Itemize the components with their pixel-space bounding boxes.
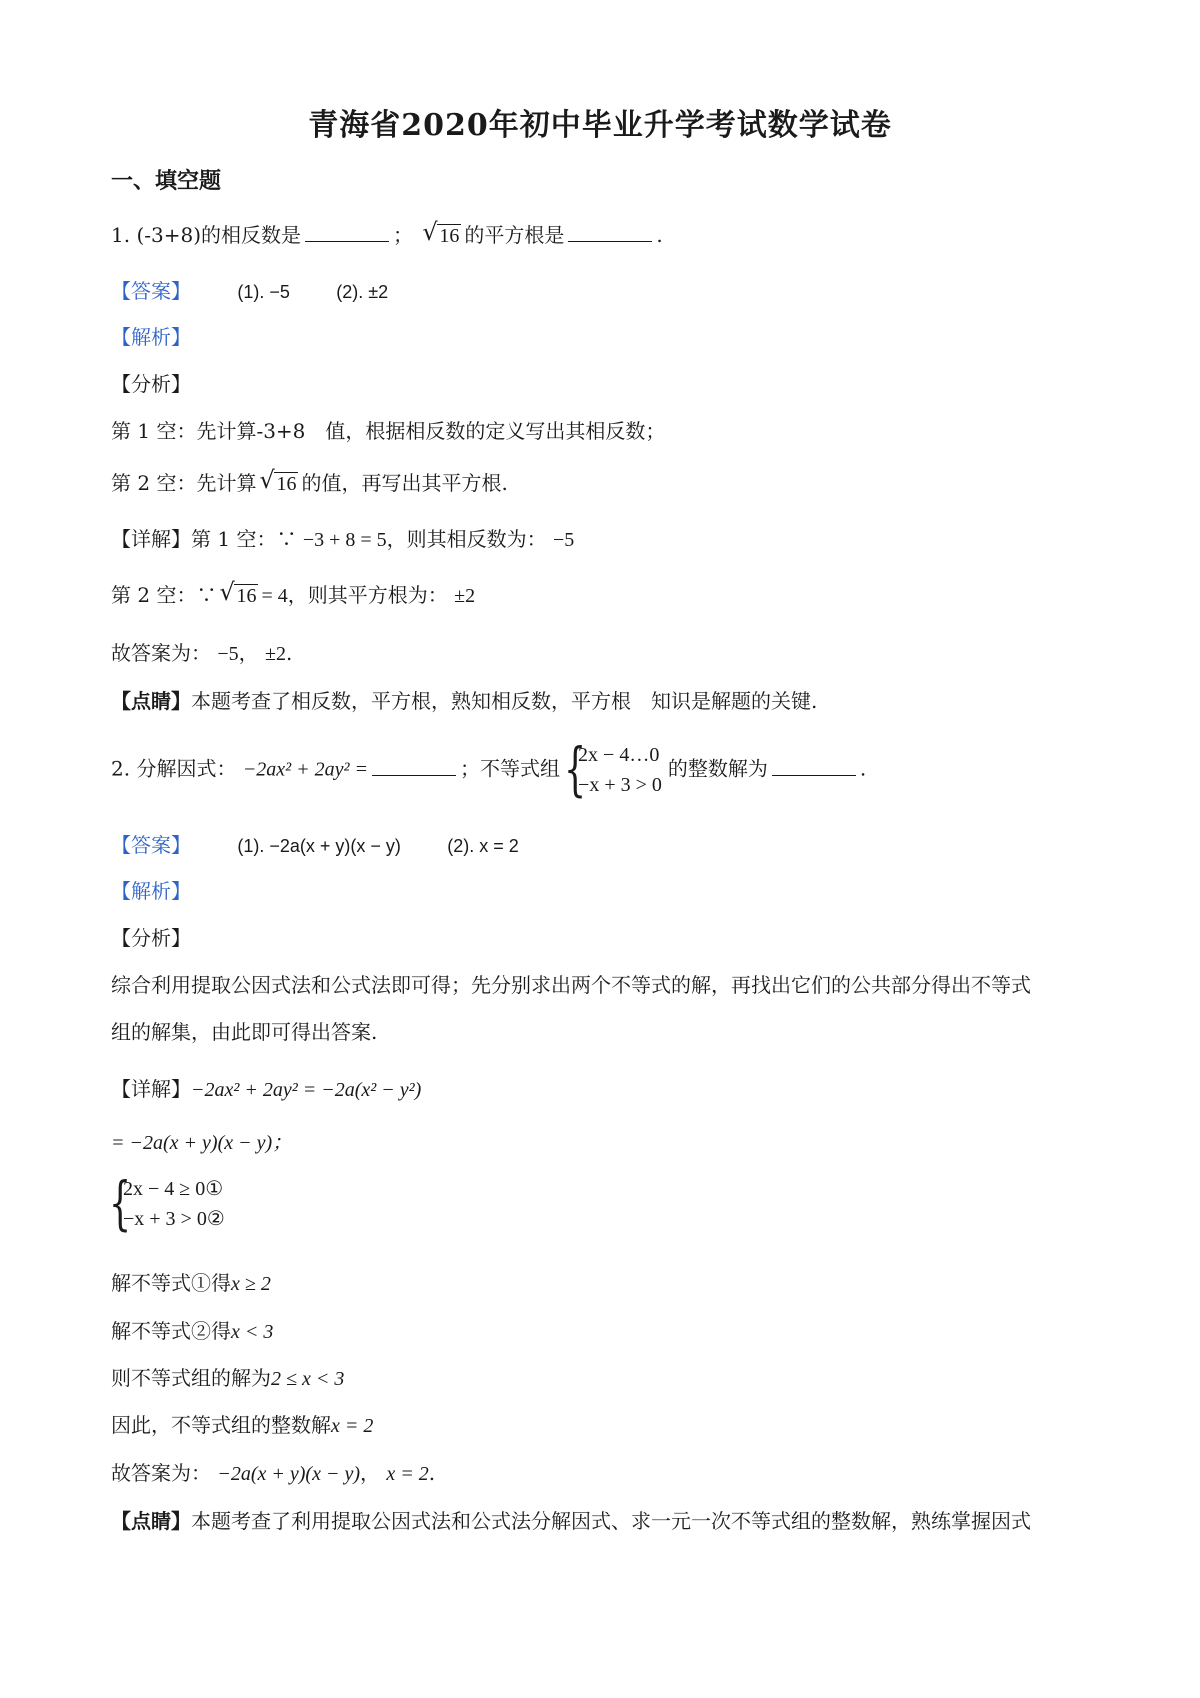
analysis-tag: 【解析】 xyxy=(111,879,191,903)
inequality-system-numbered: { 2x − 4 ≥ 0① −x + 3 > 0② xyxy=(109,1169,225,1237)
sqrt-expression: √ 16 xyxy=(259,466,297,495)
radical-sign: √ xyxy=(422,218,438,246)
question-1-fenxi-line-1: 第 1 空：先计算-3+8 值，根据相反数的定义写出其相反数； xyxy=(111,419,666,443)
analysis-tag: 【解析】 xyxy=(111,325,191,349)
solve-step-2: 解不等式②得x < 3 xyxy=(111,1319,274,1343)
question-2-result: 故答案为： −2a(x + y)(x − y)， x = 2. xyxy=(111,1461,436,1485)
sqrt-expression: √ 16 xyxy=(422,218,460,247)
question-1-detail-line-2: 第 2 空：∵ √ 16 = 4，则其平方根为： ±2 xyxy=(111,578,476,607)
answer-blank xyxy=(568,223,652,242)
question-1-detail-line-1: 【详解】第 1 空：∵ −3 + 8 = 5，则其相反数为： −5 xyxy=(111,527,575,551)
solve-step-1: 解不等式①得x ≥ 2 xyxy=(111,1271,271,1295)
solve-step-4: 因此，不等式组的整数解x = 2 xyxy=(111,1413,374,1437)
section-heading: 一、填空题 xyxy=(111,168,222,194)
question-2-fenxi-line-1: 综合利用提取公因式法和公式法即可得；先分别求出两个不等式的解，再找出它们的公共部分得出不等式 xyxy=(111,973,1031,997)
answer-blank xyxy=(772,757,856,776)
solve-step-3: 则不等式组的解为2 ≤ x < 3 xyxy=(111,1366,345,1390)
answer-blank xyxy=(372,757,456,776)
question-2-point: 【点睛】本题考查了利用提取公因式法和公式法分解因式、求一元一次不等式组的整数解，熟练掌握因式 xyxy=(111,1509,1031,1533)
question-2-answer: 【答案】 (1). −2a(x + y)(x − y) (2). x = 2 xyxy=(111,833,519,857)
question-1-result: 故答案为： −5， ±2. xyxy=(111,641,293,665)
sqrt-expression: √ 16 xyxy=(219,578,257,607)
answer-blank xyxy=(305,223,389,242)
question-2-fenxi-line-2: 组的解集，由此即可得出答案. xyxy=(111,1020,378,1044)
page-title: 青海省2020年初中毕业升学考试数学试卷 xyxy=(308,108,892,143)
fenxi-tag: 【分析】 xyxy=(111,372,191,396)
question-2-detail-line-2: = −2a(x + y)(x − y)； xyxy=(111,1132,293,1154)
question-1-point: 【点睛】本题考查了相反数，平方根，熟知相反数，平方根 知识是解题的关键. xyxy=(111,689,818,713)
fenxi-tag: 【分析】 xyxy=(111,926,191,950)
question-2-stem: 2. 分解因式： −2ax² + 2ay² = ；不等式组 { 2x − 4…0 −x + 3 > 0 的整数解为 . xyxy=(111,735,867,803)
question-1-answer: 【答案】 (1). −5 (2). ±2 xyxy=(111,279,389,303)
question-2-detail-line-1: 【详解】−2ax² + 2ay² = −2a(x² − y²) xyxy=(111,1077,422,1101)
inequality-system: { 2x − 4…0 −x + 3 > 0 xyxy=(564,735,662,803)
question-1-stem: 1. (-3+8)的相反数是 ； √ 16 的平方根是 . xyxy=(111,218,663,247)
question-1-fenxi-line-2: 第 2 空：先计算 √ 16 的值，再写出其平方根. xyxy=(111,466,508,495)
